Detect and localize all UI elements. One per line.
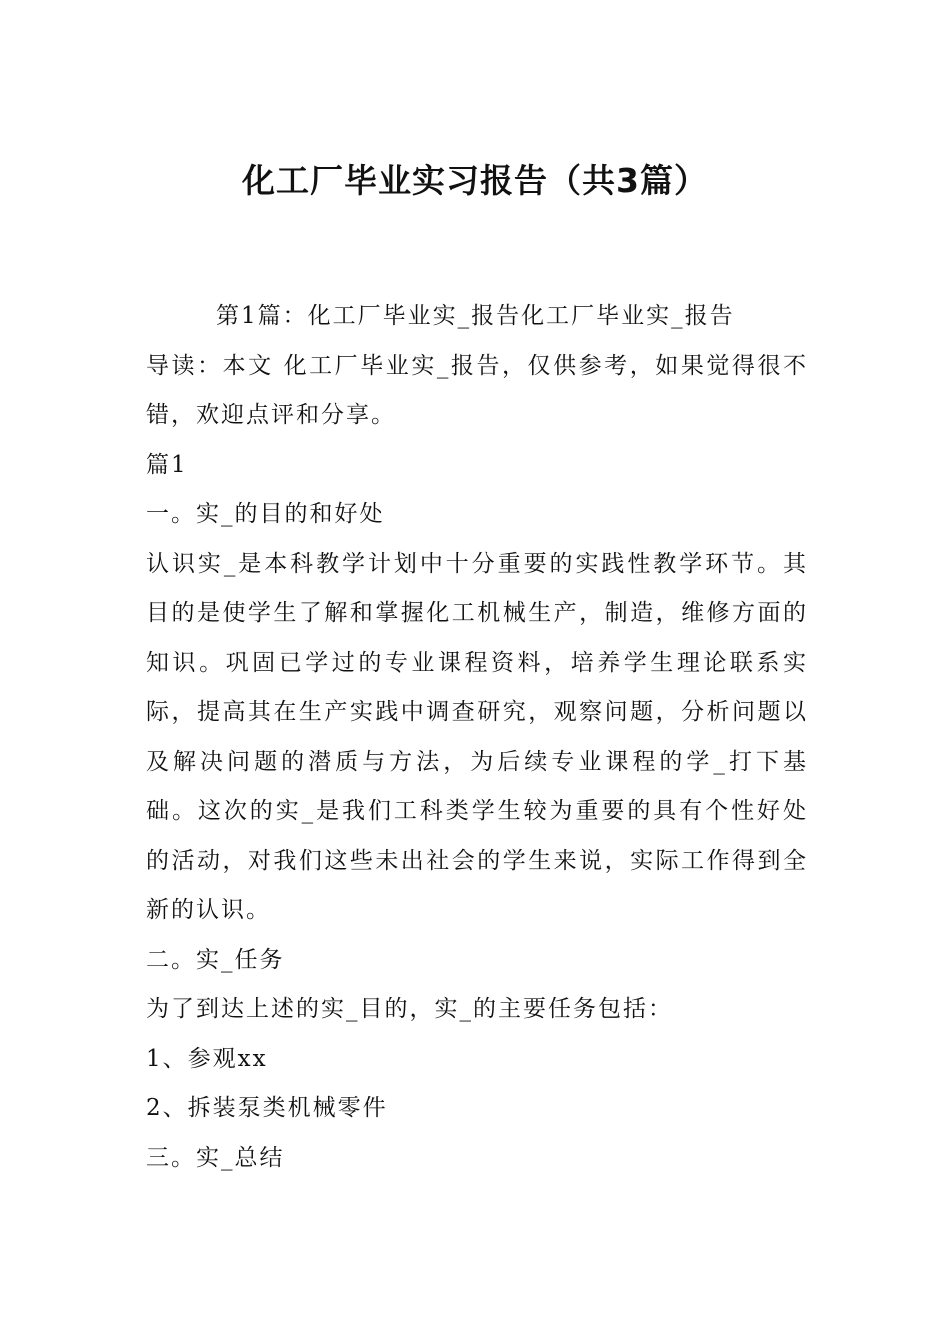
tasks-intro: 为了到达上述的实_目的，实_的主要任务包括： xyxy=(146,996,673,1022)
part-heading: 篇1 xyxy=(146,451,188,478)
task-item-2: 2、拆装泵类机械零件 xyxy=(146,1095,388,1121)
section-heading-purpose: 一。实_的目的和好处 xyxy=(146,501,385,527)
intro-paragraph: 导读：本文 化工厂毕业实_报告，仅供参考，如果觉得很不错，欢迎点评和分享。 xyxy=(146,352,808,428)
section-heading-tasks: 二。实_任务 xyxy=(146,946,285,973)
document-title: 化工厂毕业实习报告（共3篇） xyxy=(242,161,708,200)
purpose-paragraph: 认识实_是本科教学计划中十分重要的实践性教学环节。其目的是使学生了解和掌握化工机械生产，制造，维修方面的知识。巩固已学过的专业课程资料，培养学生理论联系实际，提高其在生产实践中调查研究，观察问题，分析问题以及解决问题的潜质与方法，为后续专业课程的学_打下基础。这次的实_是我们工科类学生较为重要的具有个性好处的活动，对我们这些未出社会的学生来说，实际工作得到全新的认识。 xyxy=(146,550,808,923)
document-body xyxy=(146,292,808,1183)
section-heading-summary: 三。实_总结 xyxy=(146,1144,285,1171)
task-item-1: 1、参观xx xyxy=(146,1045,268,1072)
section-subtitle: 第1篇：化工厂毕业实_报告化工厂毕业实_报告 xyxy=(216,303,735,329)
